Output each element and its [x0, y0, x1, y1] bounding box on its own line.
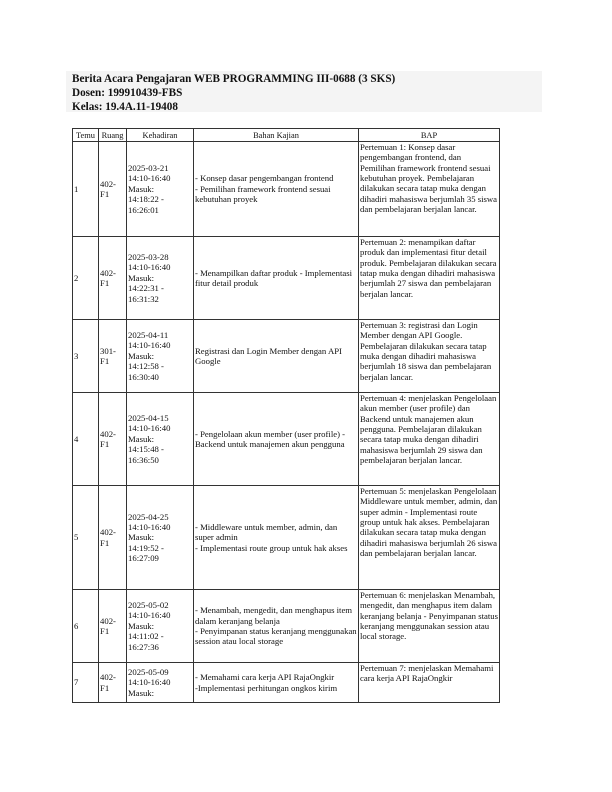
attendance-line: 16:26:01: [128, 204, 159, 215]
attendance-line: 14:10-16:40: [128, 677, 171, 688]
cell-kehadiran: [127, 142, 194, 237]
class-id: Kelas: 19.4A.11-19408: [72, 101, 178, 113]
cell-ruang: [99, 320, 127, 393]
cell-kehadiran: [127, 663, 194, 703]
table-row: [73, 590, 500, 663]
column-header-bap: BAP: [359, 129, 500, 142]
attendance-line: 14:10-16:40: [128, 173, 171, 184]
attendance-line: 2025-03-28: [128, 252, 169, 263]
cell-bap: Pertemuan 3: registrasi dan Login Member dengan API Google. Pembelajaran dilakukan secara tatap muka dengan dihadiri mahasiswa berjumlah 18 siswa dan pembelajaran berjalan lancar.: [359, 320, 500, 393]
cell-bap: Pertemuan 7: menjelaskan Memahami cara kerja API RajaOngkir: [359, 663, 500, 703]
cell-temu: 6: [73, 590, 99, 663]
table-row: [73, 237, 500, 320]
attendance-line: 14:10-16:40: [128, 521, 171, 532]
cell-ruang: [99, 590, 127, 663]
table-row: [73, 142, 500, 237]
column-header-bahan-kajian: Bahan Kajian: [194, 129, 359, 142]
attendance-line: 2025-03-21: [128, 163, 169, 174]
cell-temu: 1: [73, 142, 99, 237]
column-header-ruang: Ruang: [99, 129, 127, 142]
cell-kehadiran: [127, 590, 194, 663]
room-line: 402-: [100, 527, 116, 538]
cell-bap: Pertemuan 2: menampikan daftar produk dan implementasi fitur detail produk. Pembelajaran dilakukan secara tatap muka dengan dihadiri mahasiswa berjumlah 27 siswa dan pembelajaran berjalan lancar.: [359, 237, 500, 320]
cell-bahan-kajian: - Konsep dasar pengembangan frontend - Pemilihan framework frontend sesuai kebutuhan proyek: [194, 142, 359, 237]
room-line: 402-: [100, 428, 116, 439]
cell-ruang: [99, 142, 127, 237]
attendance-line: 14:12:58 -: [128, 361, 164, 372]
attendance-line: Masuk:: [128, 272, 155, 283]
attendance-line: 14:10-16:40: [128, 340, 171, 351]
cell-temu: 7: [73, 663, 99, 703]
cell-kehadiran: [127, 320, 194, 393]
room-line: F1: [100, 278, 110, 288]
attendance-line: 16:31:32: [128, 293, 159, 304]
cell-bahan-kajian: - Menambah, mengedit, dan menghapus item dalam keranjang belanja - Penyimpanan status keranjang menggunakan session atau local storage: [194, 590, 359, 663]
column-header-kehadiran: Kehadiran: [127, 129, 194, 142]
attendance-line: Masuk:: [128, 687, 155, 698]
attendance-line: 16:27:09: [128, 553, 159, 564]
attendance-line: Masuk:: [128, 183, 155, 194]
cell-kehadiran: [127, 393, 194, 486]
cell-temu: 2: [73, 237, 99, 320]
attendance-line: 14:19:52 -: [128, 542, 164, 553]
room-line: F1: [100, 537, 110, 548]
attendance-line: Masuk:: [128, 350, 155, 361]
room-line: F1: [100, 189, 110, 199]
cell-kehadiran: [127, 237, 194, 320]
room-line: 402-: [100, 178, 116, 189]
document-title: Berita Acara Pengajaran WEB PROGRAMMING III-0688 (3 SKS): [72, 73, 396, 85]
cell-ruang: [99, 393, 127, 486]
room-line: F1: [100, 356, 110, 366]
attendance-line: 2025-04-25: [128, 511, 169, 522]
attendance-line: 16:27:36: [128, 641, 159, 652]
cell-bap: Pertemuan 5: menjelaskan Pengelolaan Middleware untuk member, admin, dan super admin - Implementasi route group untuk hak akses. Pembelajaran dilakukan secara tatap muka dengan dihadiri mahasiswa berjumlah 26 siswa dan pembelajaran berjalan lancar.: [359, 486, 500, 590]
room-line: 402-: [100, 615, 116, 626]
cell-bap: Pertemuan 4: menjelaskan Pengelolaan akun member (user profile) dan Backend untuk manajemen akun pengguna. Pembelajaran dilakukan secara tatap muka dengan dihadiri mahasiswa berjumlah 29 siswa dan pembelajaran berjalan lancar.: [359, 393, 500, 486]
attendance-line: 2025-04-15: [128, 413, 169, 424]
lecturer-id: Dosen: 199910439-FBS: [72, 87, 183, 99]
room-line: F1: [100, 439, 110, 449]
table-row: [73, 320, 500, 393]
cell-temu: 5: [73, 486, 99, 590]
cell-bap: Pertemuan 6: menjelaskan Menambah, mengedit, dan menghapus item dalam keranjang belanja - Penyimpanan status keranjang menggunakan session atau local storage.: [359, 590, 500, 663]
room-line: F1: [100, 682, 110, 693]
cell-bahan-kajian: - Middleware untuk member, admin, dan super admin - Implementasi route group untuk hak akses: [194, 486, 359, 590]
cell-bap: Pertemuan 1: Konsep dasar pengembangan frontend, dan Pemilihan framework frontend sesuai kebutuhan proyek. Pembelajaran dilakukan secara tatap muka dengan dihadiri mahasiswa berjumlah 35 siswa dan pembelajaran berjalan lancar.: [359, 142, 500, 237]
teaching-record-table: [72, 128, 500, 703]
cell-temu: 3: [73, 320, 99, 393]
attendance-line: Masuk:: [128, 532, 155, 543]
table-header-row: [73, 129, 500, 142]
table-row: [73, 663, 500, 703]
attendance-line: 14:10-16:40: [128, 610, 171, 621]
cell-bahan-kajian: Registrasi dan Login Member dengan API Google: [194, 320, 359, 393]
attendance-line: 14:10-16:40: [128, 262, 171, 273]
attendance-line: 14:10-16:40: [128, 423, 171, 434]
cell-ruang: [99, 486, 127, 590]
attendance-line: 14:22:31 -: [128, 283, 164, 294]
attendance-line: Masuk:: [128, 433, 155, 444]
attendance-line: 14:11:02 -: [128, 631, 164, 642]
cell-ruang: [99, 663, 127, 703]
attendance-line: 14:15:48 -: [128, 444, 164, 455]
attendance-line: 2025-05-09: [128, 666, 169, 677]
attendance-line: Masuk:: [128, 620, 155, 631]
cell-ruang: [99, 237, 127, 320]
cell-temu: 4: [73, 393, 99, 486]
attendance-line: 2025-04-11: [128, 330, 169, 341]
column-header-temu: Temu: [73, 129, 99, 142]
table-body: [73, 142, 500, 703]
cell-bahan-kajian: - Pengelolaan akun member (user profile) - Backend untuk manajemen akun pengguna: [194, 393, 359, 486]
attendance-line: 16:36:50: [128, 454, 159, 465]
attendance-line: 14:18:22 -: [128, 194, 164, 205]
room-line: 402-: [100, 267, 116, 278]
room-line: F1: [100, 626, 110, 636]
cell-kehadiran: [127, 486, 194, 590]
attendance-line: 16:30:40: [128, 371, 159, 382]
cell-bahan-kajian: - Memahami cara kerja API RajaOngkir -Implementasi perhitungan ongkos kirim: [194, 663, 359, 703]
attendance-line: 2025-05-02: [128, 600, 169, 611]
table-row: [73, 486, 500, 590]
room-line: 402-: [100, 672, 116, 683]
room-line: 301-: [100, 345, 116, 356]
table-row: [73, 393, 500, 486]
cell-bahan-kajian: - Menampilkan daftar produk - Implementasi fitur detail produk: [194, 237, 359, 320]
